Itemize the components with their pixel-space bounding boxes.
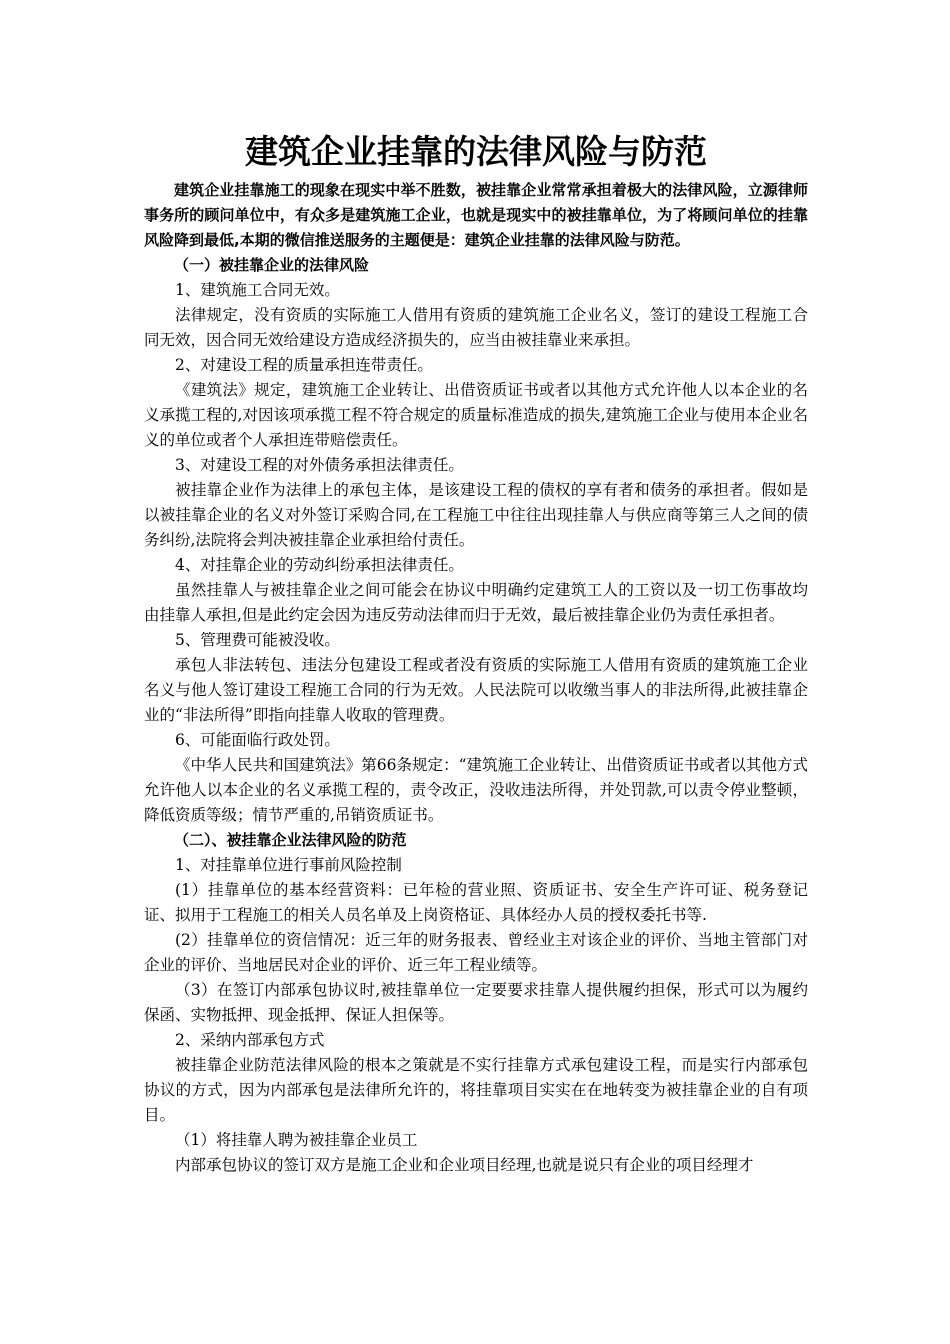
section-heading-1: （一）被挂靠企业的法律风险 <box>174 256 370 274</box>
section-heading-2: （二）、被挂靠企业法律风险的防范 <box>174 831 407 849</box>
body-paragraph: （3）在签订内部承包协议时,被挂靠单位一定要要求挂靠人提供履约担保，形式可以为履约保函、实物抵押、现金抵押、保证人担保等。 <box>144 981 808 1024</box>
item-heading: 4、对挂靠企业的劳动纠纷承担法律责任。 <box>175 556 464 574</box>
item-heading: 2、对建设工程的质量承担连带责任。 <box>175 356 433 374</box>
item-heading: 1、建筑施工合同无效。 <box>175 281 340 299</box>
item-heading: 1、对挂靠单位进行事前风险控制 <box>175 856 402 874</box>
item-heading: 2、采纳内部承包方式 <box>175 1031 325 1049</box>
body-paragraph: (1）挂靠单位的基本经营资料：已年检的营业照、资质证书、安全生产许可证、税务登记证、拟用于工程施工的相关人员名单及上岗资格证、具体经办人员的授权委托书等. <box>144 881 808 924</box>
item-heading: （1）将挂靠人聘为被挂靠企业员工 <box>175 1131 418 1149</box>
body-paragraph: 《建筑法》规定，建筑施工企业转让、出借资质证书或者以其他方式允许他人以本企业的名义承揽工程的,对因该项承揽工程不符合规定的质量标准造成的损失,建筑施工企业与使用本企业名义的单位或者个人承担连带赔偿责任。 <box>144 381 808 449</box>
body-paragraph: 被挂靠企业防范法律风险的根本之策就是不实行挂靠方式承包建设工程，而是实行内部承包协议的方式，因为内部承包是法律所允许的，将挂靠项目实实在在地转变为被挂靠企业的自有项目。 <box>144 1056 808 1124</box>
body-paragraph: 承包人非法转包、违法分包建设工程或者没有资质的实际施工人借用有资质的建筑施工企业名义与他人签订建设工程施工合同的行为无效。人民法院可以收缴当事人的非法所得,此被挂靠企业的“非法所得”即指向挂靠人收取的管理费。 <box>144 656 808 724</box>
intro-paragraph: 建筑企业挂靠施工的现象在现实中举不胜数，被挂靠企业常常承担着极大的法律风险，立源律师事务所的顾问单位中，有众多是建筑施工企业，也就是现实中的被挂靠单位，为了将顾问单位的挂靠风险降到最低,本期的微信推送服务的主题便是：建筑企业挂靠的法律风险与防范。 <box>144 181 808 249</box>
document-title: 建筑企业挂靠的法律风险与防范 <box>245 132 707 171</box>
body-paragraph: 法律规定，没有资质的实际施工人借用有资质的建筑施工企业名义，签订的建设工程施工合同无效，因合同无效给建设方造成经济损失的，应当由被挂靠业来承担。 <box>144 306 808 349</box>
body-paragraph: 虽然挂靠人与被挂靠企业之间可能会在协议中明确约定建筑工人的工资以及一切工伤事故均由挂靠人承担,但是此约定会因为违反劳动法律而归于无效，最后被挂靠企业仍为责任承担者。 <box>144 581 808 624</box>
item-heading: 5、管理费可能被没收。 <box>175 631 340 649</box>
body-paragraph: (2）挂靠单位的资信情况：近三年的财务报表、曾经业主对该企业的评价、当地主管部门对企业的评价、当地居民对企业的评价、近三年工程业绩等。 <box>144 931 808 974</box>
body-paragraph: 内部承包协议的签订双方是施工企业和企业项目经理,也就是说只有企业的项目经理才 <box>175 1156 754 1174</box>
document-page <box>144 126 808 1178</box>
item-heading: 3、对建设工程的对外债务承担法律责任。 <box>175 456 464 474</box>
item-heading: 6、可能面临行政处罚。 <box>175 731 340 749</box>
body-paragraph: 《中华人民共和国建筑法》第66条规定：“建筑施工企业转让、出借资质证书或者以其他方式允许他人以本企业的名义承揽工程的，责令改正，没收违法所得，并处罚款,可以责令停业整顿，降低资质等级；情节严重的,吊销资质证书。 <box>144 756 808 824</box>
body-paragraph: 被挂靠企业作为法律上的承包主体，是该建设工程的债权的享有者和债务的承担者。假如是以被挂靠企业的名义对外签订采购合同,在工程施工中往往出现挂靠人与供应商等第三人之间的债务纠纷,法院将会判决被挂靠企业承担给付责任。 <box>144 481 808 549</box>
